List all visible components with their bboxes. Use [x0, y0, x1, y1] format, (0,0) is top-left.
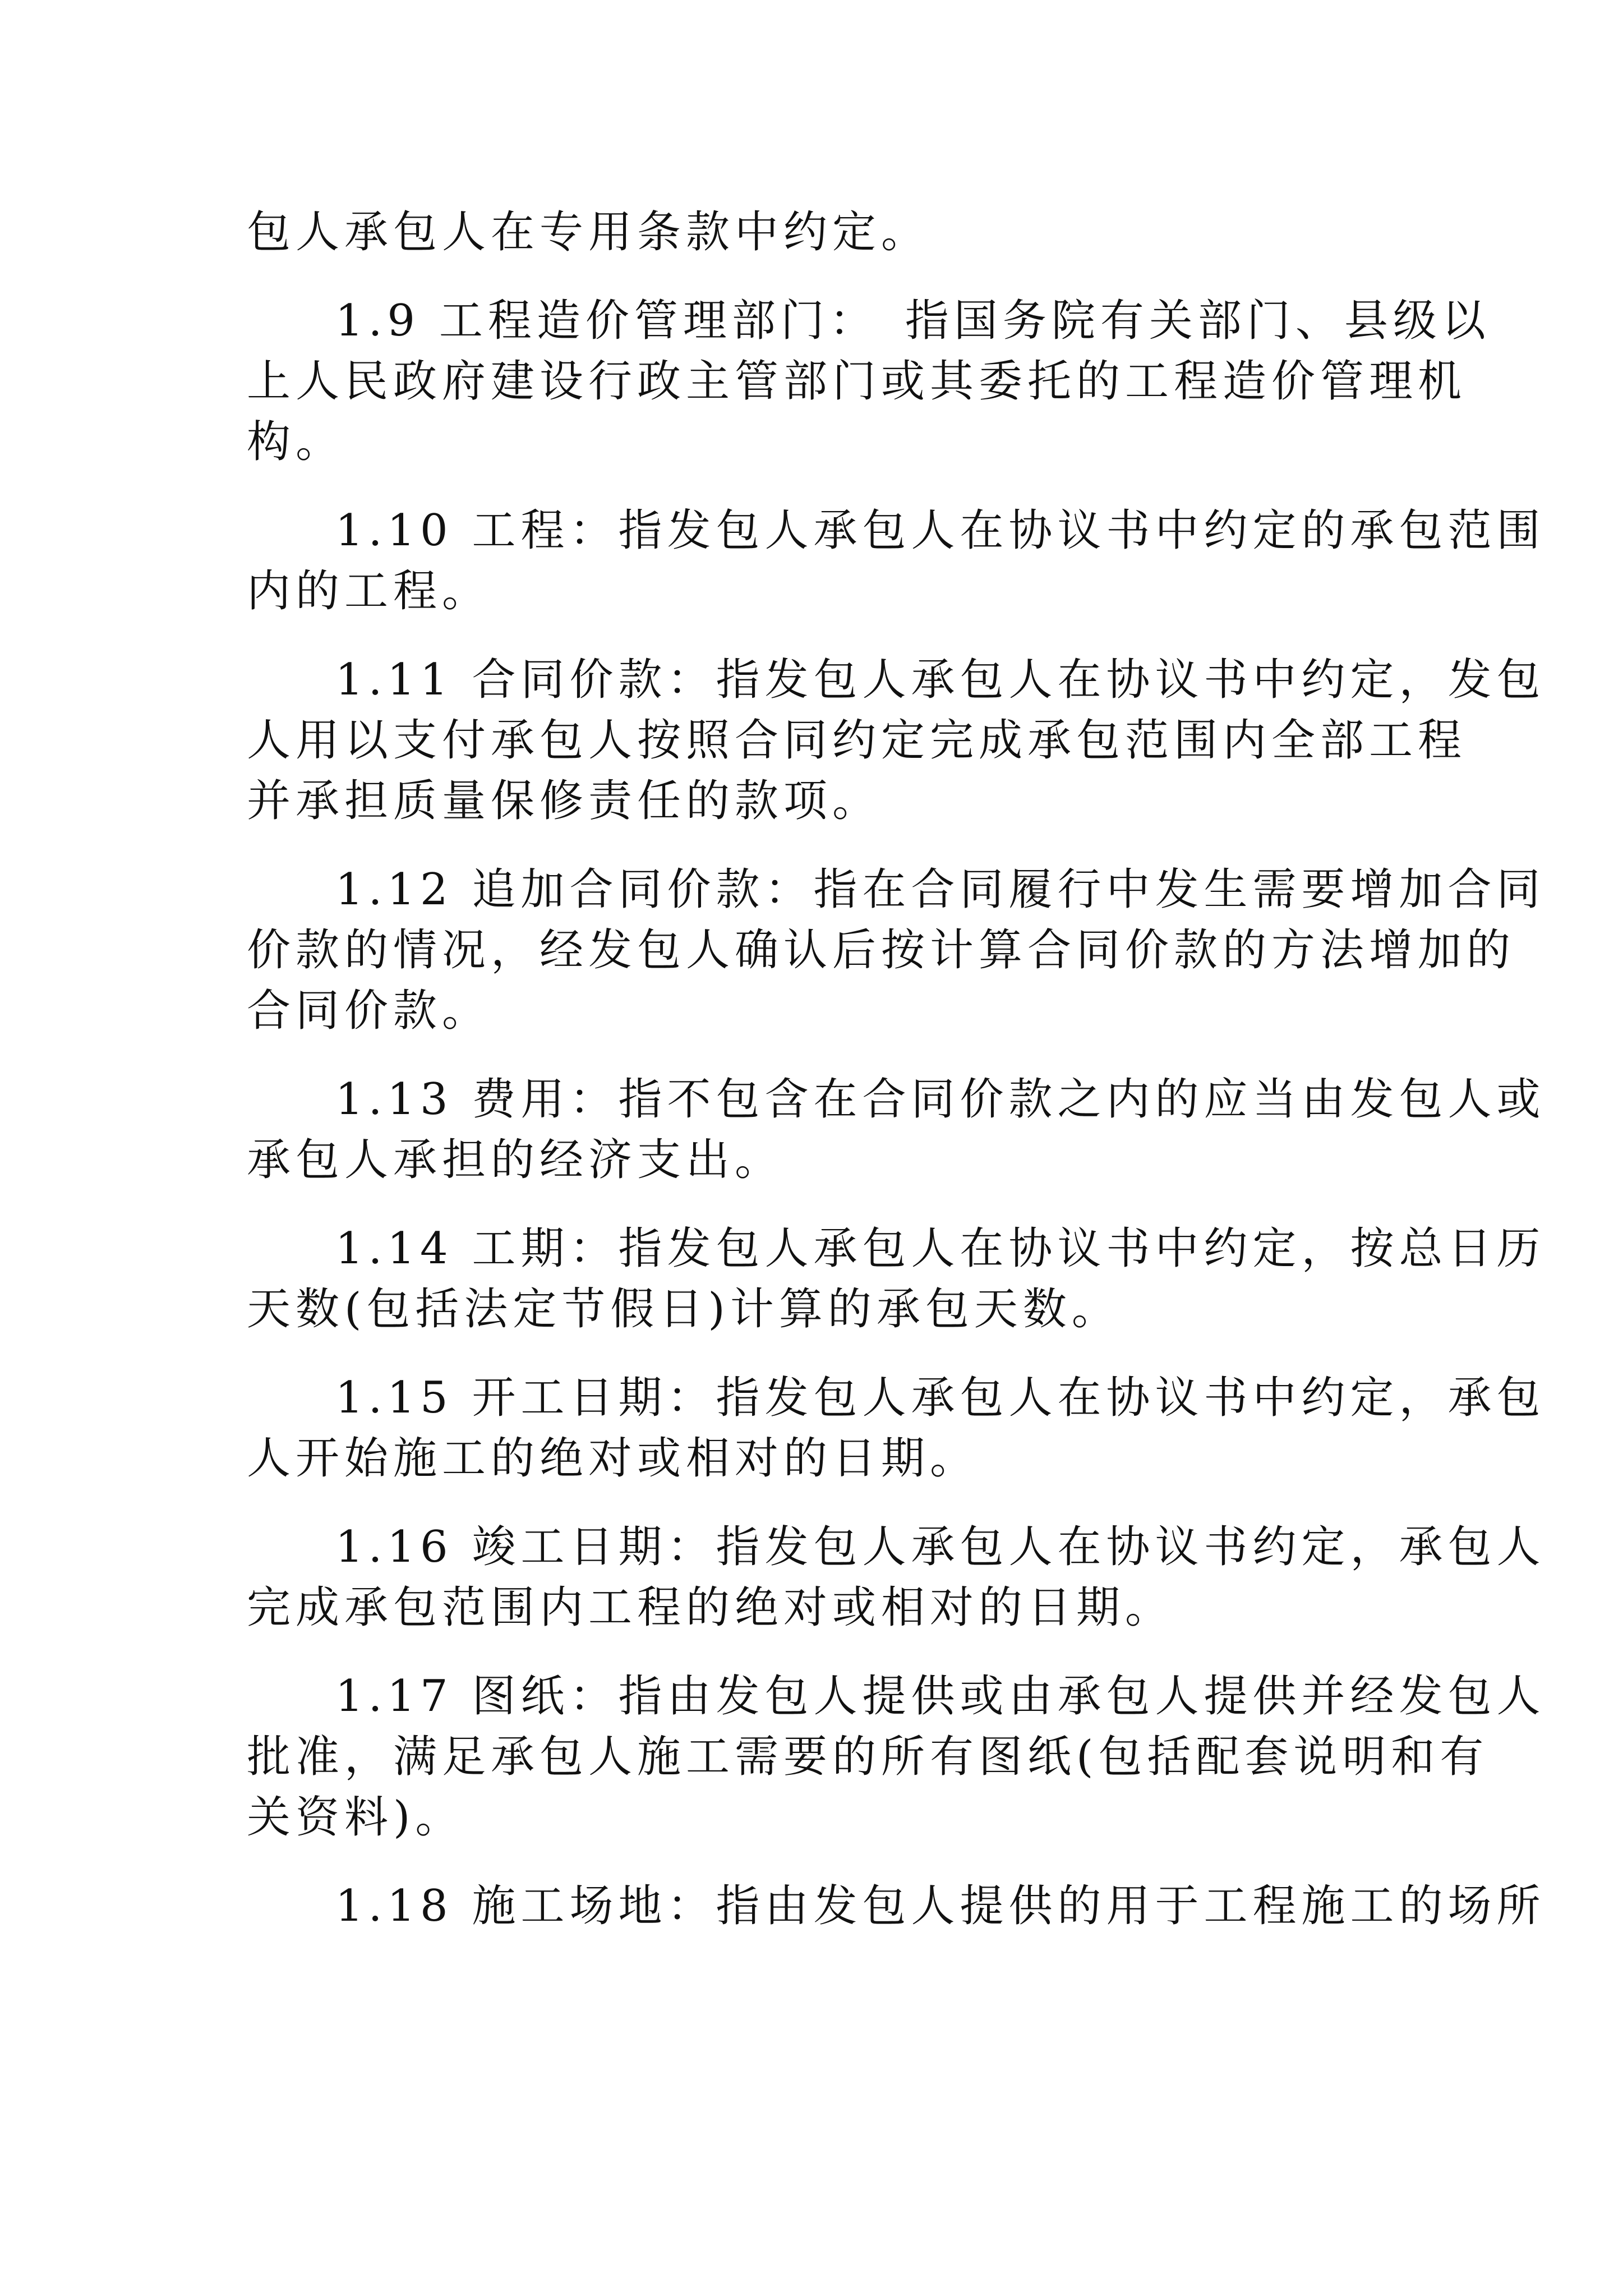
clause-1-17-line: 1.17 图纸：指由发包人提供或由承包人提供并经发包人	[335, 1671, 1546, 1722]
text-line: 天数(包括法定节假日)计算的承包天数。	[247, 1284, 1121, 1335]
text-line: 价款的情况，经发包人确认后按计算合同价款的方法增加的	[247, 925, 1516, 976]
text-line: 合同价款。	[247, 986, 491, 1036]
clause-1-10-line: 1.10 工程：指发包人承包人在协议书中约定的承包范围	[335, 505, 1546, 556]
clause-1-12-line: 1.12 追加合同价款：指在合同履行中发生需要增加合同	[335, 864, 1546, 915]
document-body	[247, 202, 1546, 1936]
text-line: 承包人承担的经济支出。	[247, 1135, 784, 1185]
text-line: 关资料)。	[247, 1792, 464, 1843]
clause-1-9-line: 1.9 工程造价管理部门： 指国务院有关部门、县级以	[335, 296, 1491, 346]
text-line: 人开始施工的绝对或相对的日期。	[247, 1433, 979, 1484]
text-line: 并承担质量保修责任的款项。	[247, 776, 882, 826]
text-line: 完成承包范围内工程的绝对或相对的日期。	[247, 1582, 1174, 1633]
text-line: 构。	[247, 417, 345, 467]
clause-1-18-line: 1.18 施工场地：指由发包人提供的用于工程施工的场所	[335, 1881, 1546, 1931]
text-line: 批准，满足承包人施工需要的所有图纸(包括配套说明和有	[247, 1732, 1489, 1782]
clause-1-11-line: 1.11 合同价款：指发包人承包人在协议书中约定，发包	[335, 655, 1546, 705]
clause-1-14-line: 1.14 工期：指发包人承包人在协议书中约定，按总日历	[335, 1223, 1546, 1274]
text-line: 上人民政府建设行政主管部门或其委托的工程造价管理机	[247, 356, 1467, 407]
text-line: 包人承包人在专用条款中约定。	[247, 207, 930, 257]
clause-1-15-line: 1.15 开工日期：指发包人承包人在协议书中约定，承包	[335, 1373, 1546, 1423]
clause-1-13-line: 1.13 费用：指不包含在合同价款之内的应当由发包人或	[335, 1074, 1546, 1125]
text-line: 内的工程。	[247, 566, 491, 616]
clause-1-16-line: 1.16 竣工日期：指发包人承包人在协议书约定，承包人	[335, 1522, 1546, 1572]
text-line: 人用以支付承包人按照合同约定完成承包范围内全部工程	[247, 715, 1467, 766]
